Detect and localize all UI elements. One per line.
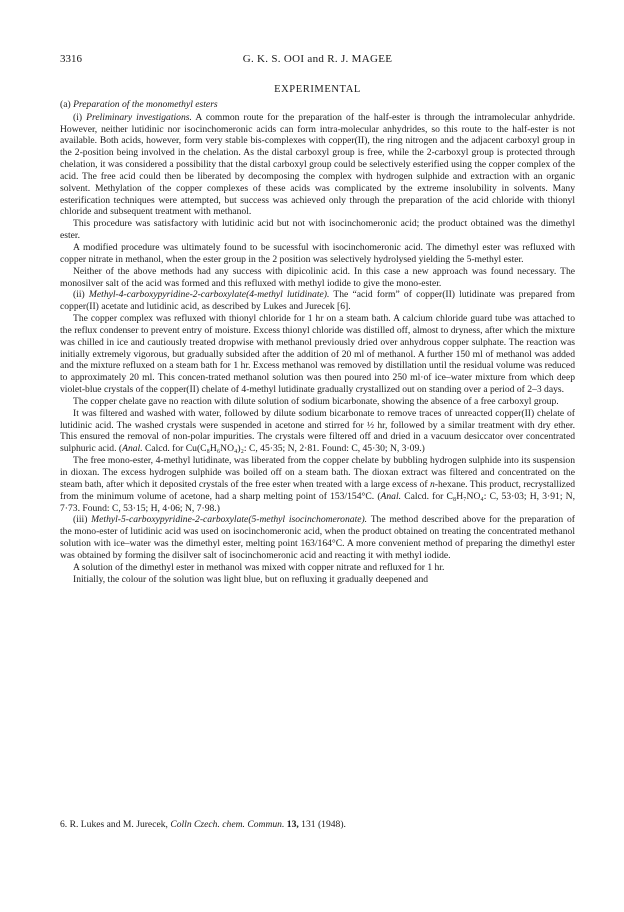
running-header	[60, 52, 575, 66]
paragraph: A modified procedure was ultimately found to be sucessful with isocinchomeronic acid. The dimethyl ester was refluxed with copper nitrate in methanol, when the ester group in the 2 position was selectively hydrolysed yielding the 5-methyl ester.	[60, 241, 575, 265]
running-authors: G. K. S. OOI and R. J. MAGEE	[242, 53, 393, 65]
paragraph: A solution of the dimethyl ester in methanol was mixed with copper nitrate and refluxed for 1 hr.	[73, 561, 445, 573]
page-number: 3316	[60, 53, 82, 65]
anal-label: Anal.	[122, 443, 143, 455]
footnote-volume: 13,	[284, 819, 299, 830]
paragraph-analysis-1: It was filtered and washed with water, followed by dilute sodium bicarbonate to remove traces of unreacted copper(II) chelate of lutidinic acid. The washed crystals were suspended in acetone and stirred for ½ hr, followed by a similar treatment with dry ether. This ensured the removal of non-polar impurities. The crystals were filtered off and dried in a vacuum desiccator over concentrated sulphuric acid. (Anal. Calcd. for Cu(C₈H₆NO₄)₂: C, 45·35; N, 2·81. Found: C, 45·30; N, 3·09.)	[60, 407, 575, 455]
subsection-heading	[60, 99, 575, 111]
paragraph-analysis-2: The free mono-ester, 4-methyl lutidinate, was liberated from the copper chelate by bubbling hydrogen sulphide into its suspension in dioxan. The excess hydrogen sulphide was boiled off on a steam bath. The dioxan extract was filtered and concentrated on the steam bath, after which it deposited crystals of the free ester when treated with a large excess of n-hexane. This product, recrystallized from the minimum volume of acetone, had a sharp melting point of 153/154°C. (Anal. Calcd. for C₈H₇NO₄: C, 53·03; H, 3·91; N, 7·73. Found: C, 53·15; H, 4·06; N, 7·98.)	[60, 455, 575, 514]
paragraph: The copper chelate gave no reaction with dilute solution of sodium bicarbonate, showing the absence of a free carboxyl group.	[73, 395, 559, 407]
footnote-journal: Colln Czech. chem. Commun.	[170, 819, 285, 830]
paragraph: This procedure was satisfactory with lutidinic acid but not with isocinchomeronic acid; the product obtained was the dimethyl ester.	[60, 218, 575, 242]
paragraph: Initially, the colour of the solution was light blue, but on refluxing it gradually deepened and	[73, 573, 429, 585]
paragraph-preliminary	[60, 112, 575, 219]
paragraph: The copper complex was refluxed with thionyl chloride for 1 hr on a steam bath. A calcium chloride guard tube was attached to the reflux condenser to prevent entry of moisture. Excess thionyl chloride was distilled off, almost to dryness, after which the mixture was chilled in ice and cautiously treated dropwise with methanol previously dried over anhydrous copper sulphate. The reaction was initially extremely vigorous, but gradually subsided after the addition of 20 ml of methanol. A further 150 ml of methanol was added and the mixture refluxed on a steam bath for 1 hr. Excess methanol was removed by distillation until the residual volume was reduced to approximately 20 ml. This concen-trated methanol solution was then poured into 250 ml·of ice–water mixture from which deep violet-blue crystals of the copper(II) chelate of 4-methyl lutidinate gradually crystallized out on standing over a period of 2–3 days.	[60, 313, 575, 396]
paragraph-title: Preliminary investigations.	[86, 111, 192, 123]
anal-label: Anal.	[380, 490, 402, 502]
paragraph-label: (iii)	[73, 514, 88, 526]
subsection-title: Preparation of the monomethyl esters	[73, 98, 218, 110]
paragraph-label: (ii)	[73, 289, 85, 301]
footnote: 6. R. Lukes and M. Jurecek, Colln Czech. chem. Commun. 13, 131 (1948).	[60, 819, 346, 830]
paragraph-text: The method described above for the preparation of the mono-ester of lutidinic acid was used on isocinchomeronic acid, when the product obtained on treating the concentrated methanol solution with ice–water was the dimethyl ester, melting point 163/164°C. A more convenient method of preparing the dimethyl ester was obtained by forming the disilver salt of isocinchomeronic acid and reacting it with methyl iodide.	[60, 514, 575, 561]
paragraph-isocinchomeronate	[60, 514, 575, 561]
paragraph-text: A common route for the preparation of the half-ester is through the intramolecular anhydride. However, neither lutidinic nor isocinchomeronic acids can form intra-molecular anhydrides, so this route to the half-ester is not available. Both acids, however, form very stable bis-complexes with copper(II), the ring nitrogen and the adjacent carboxyl group in the 2-position being involved in the chelation. As the distal carboxyl group is free, while the 2-carboxyl group is protected through chelation, it was considered a possibility that the distal carboxyl group could be selectively esterified using the copper complex of the acid. The free acid could then be liberated by decomposing the complex with hydrogen sulphide and extraction with an organic solvent. Methylation of the copper complexes of these acids was complicated by the extreme insolubility in solvents. Many esterification techniques were attempted, but success was achieved only through the preparation of the acid chloride with thionyl chloride and subsequent treatment with methanol.	[60, 111, 575, 218]
paragraph-text: The “acid form” of copper(II) lutidinate was prepared from copper(II) acetate and lutidinic acid, as described by Lukes and Jurecek [6].	[60, 289, 575, 313]
paragraph-methyl-lutidinate	[60, 289, 575, 313]
subsection-label: (a)	[60, 98, 71, 110]
paragraph-title: Methyl-5-carboxypyridine-2-carboxylate(5-methyl isocinchomeronate).	[91, 514, 368, 526]
paragraph-title: Methyl-4-carboxypyridine-2-carboxylate(4-methyl lutidinate).	[88, 289, 330, 301]
section-title: EXPERIMENTAL	[274, 84, 361, 95]
article-body	[60, 82, 575, 585]
paragraph: Neither of the above methods had any success with dipicolinic acid. In this case a new approach was found necessary. The monosilver salt of the acid was formed and this refluxed with methyl iodide to give the mono-ester.	[60, 265, 575, 289]
paragraph-label: (i)	[73, 111, 83, 123]
